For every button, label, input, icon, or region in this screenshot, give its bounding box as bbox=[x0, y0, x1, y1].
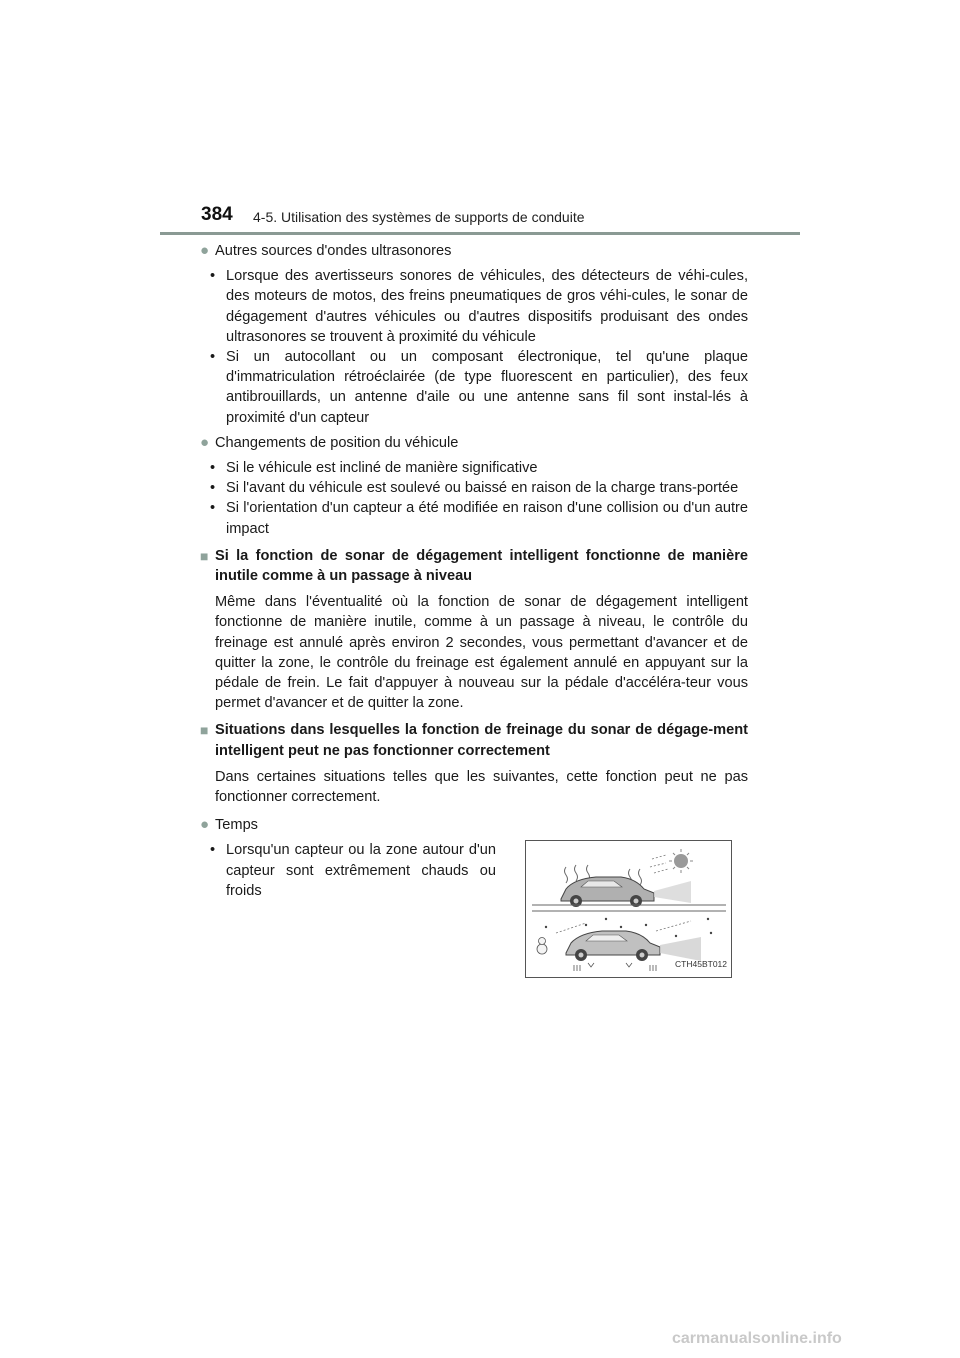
page-header bbox=[160, 200, 800, 236]
section-heading-unnecessary bbox=[200, 546, 748, 586]
section-heading-text: Situations dans lesquelles la fonction de freinage du sonar de dégage-ment intelligent peut ne pas fonctionner correctement bbox=[215, 722, 748, 759]
bullet-heading-position bbox=[200, 433, 748, 453]
square-bullet-icon: ■ bbox=[200, 722, 209, 739]
list-item bbox=[200, 478, 748, 498]
circle-bullet-icon: ● bbox=[200, 816, 210, 834]
list-item-text: Lorsque des avertisseurs sonores de véhicules, des détecteurs de véhi-cules, des moteurs de motos, des freins pneumatiques de gros véhi-cules, le sonar de dégagement d'autres véhicules ou d'autres dispositifs produisant des ondes ultrasonores se trouvent à proximité du véhicule bbox=[226, 268, 748, 345]
circle-bullet-icon: ● bbox=[200, 242, 210, 259]
list-item-text: Si un autocollant ou un composant électronique, tel qu'une plaque d'immatriculation rétroéclairée (de type fluorescent en particulier), des feux antibrouillards, un antenne d'aile ou une antenne sans fil sont instal-lés à proximité d'un capteur bbox=[226, 349, 748, 426]
paragraph-situations: Dans certaines situations telles que les suivantes, cette fonction peut ne pas fonctionner correctement. bbox=[215, 768, 748, 806]
circle-bullet-icon: ● bbox=[200, 433, 210, 451]
sub-bullet-icon: • bbox=[210, 349, 216, 366]
square-bullet-icon: ■ bbox=[200, 547, 209, 564]
snowman-icon bbox=[537, 938, 547, 955]
list-item bbox=[200, 347, 748, 428]
car-icon bbox=[561, 877, 654, 907]
heading-text: Changements de position du véhicule bbox=[215, 434, 459, 451]
sun-icon bbox=[669, 849, 693, 873]
list-item-text: Si le véhicule est incliné de manière significative bbox=[226, 460, 538, 477]
list-item bbox=[200, 840, 496, 901]
sub-bullet-icon: • bbox=[210, 480, 216, 497]
header-rule bbox=[160, 232, 800, 235]
sub-bullet-icon: • bbox=[210, 460, 216, 477]
page-number: 384 bbox=[201, 204, 233, 225]
watermark: carmanualsonline.info bbox=[672, 1330, 842, 1347]
weather-illustration bbox=[525, 840, 732, 978]
paragraph-unnecessary: Même dans l'éventualité où la fonction de sonar de dégagement intelligent fonctionne de manière inutile, comme à un passage à niveau, le contrôle du freinage est annulé après environ 2 secondes, vous permettant d'avancer et de quitter la zone, le contrôle du freinage est également annulé en appuyant sur la pédale de frein. Le fait d'appuyer à nouveau sur la pédale d'accéléra-teur vous permet d'avancer et de quitter la zone. bbox=[215, 594, 748, 712]
list-item-text: Si l'orientation d'un capteur a été modifiée en raison d'une collision ou d'un autre impact bbox=[226, 500, 748, 537]
list-item bbox=[200, 458, 748, 478]
sub-bullet-icon: • bbox=[210, 842, 216, 859]
chapter-title: 4-5. Utilisation des systèmes de supports de conduite bbox=[253, 209, 585, 225]
list-item-text: Lorsqu'un capteur ou la zone autour d'un capteur sont extrêmement chauds ou froids bbox=[226, 842, 496, 899]
heading-text: Autres sources d'ondes ultrasonores bbox=[215, 243, 452, 259]
heading-text: Temps bbox=[215, 817, 258, 834]
position-list bbox=[200, 458, 748, 539]
list-item bbox=[200, 498, 748, 538]
section-heading-situations bbox=[200, 720, 748, 760]
list-item-text: Si l'avant du véhicule est soulevé ou baissé en raison de la charge trans-portée bbox=[226, 480, 739, 497]
section-heading-text: Si la fonction de sonar de dégagement intelligent fonctionne de manière inutile comme à un passage à niveau bbox=[215, 547, 748, 585]
car-icon bbox=[566, 931, 660, 961]
bullet-heading-weather bbox=[200, 815, 748, 835]
bullet-heading-ultrasonic bbox=[200, 241, 748, 261]
page-content bbox=[200, 241, 748, 980]
sub-bullet-icon: • bbox=[210, 500, 216, 517]
ultrasonic-list bbox=[200, 266, 748, 428]
ice-crystal-icon bbox=[574, 963, 656, 971]
weather-item bbox=[200, 840, 496, 901]
list-item bbox=[200, 266, 748, 347]
sub-bullet-icon: • bbox=[210, 268, 216, 285]
weather-figure-row bbox=[200, 840, 748, 980]
figure-code: CTH45BT012 bbox=[675, 959, 727, 970]
